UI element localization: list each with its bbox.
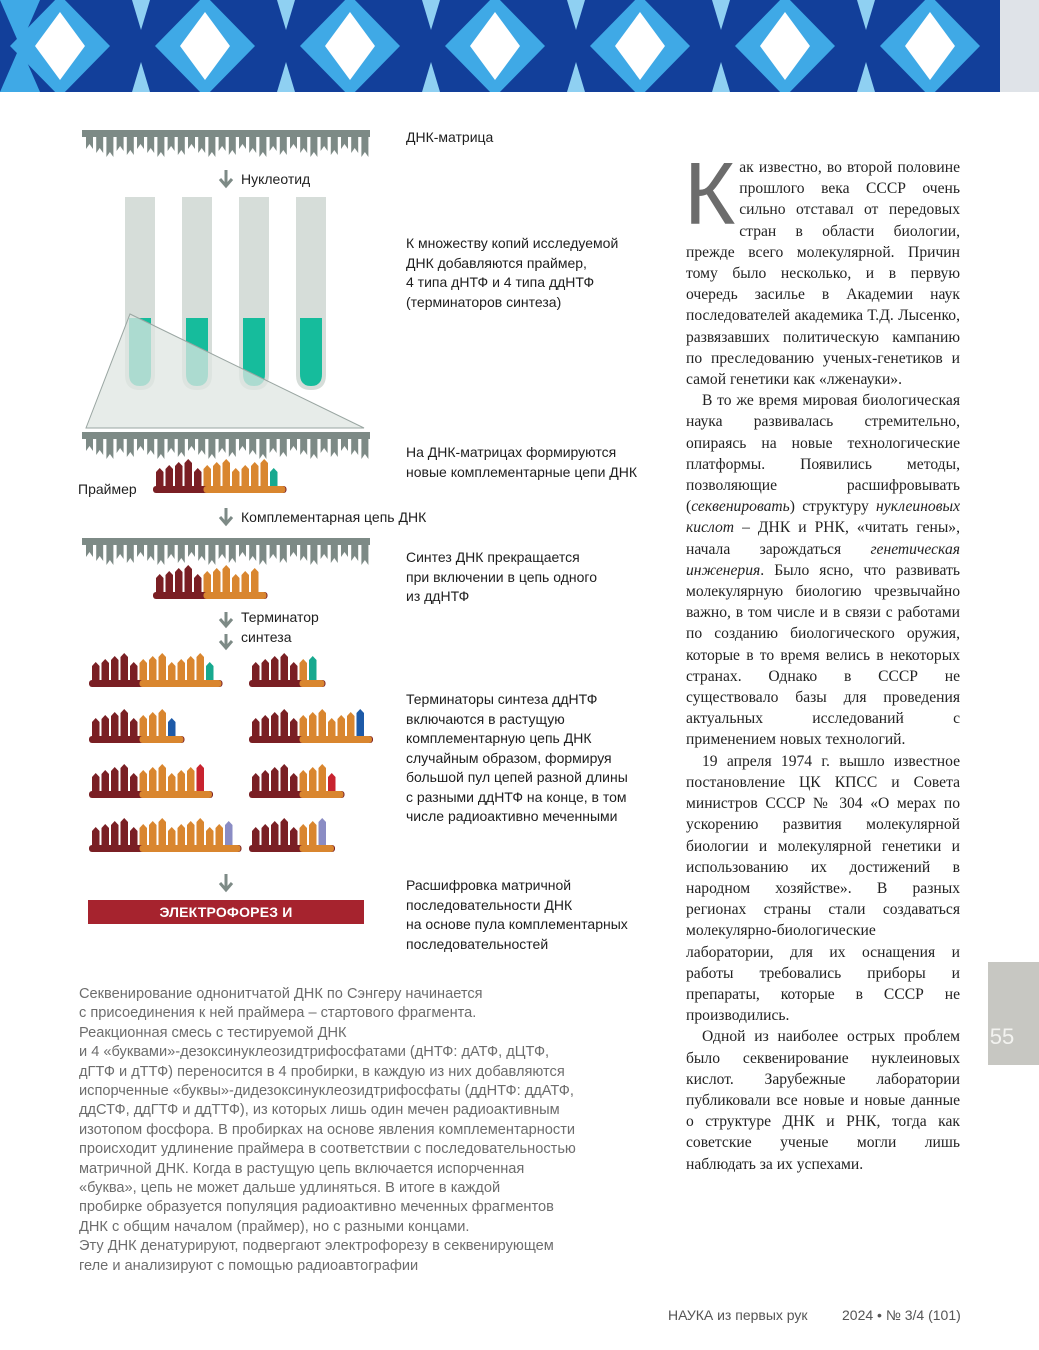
synthesis-stop-description: Синтез ДНК прекращается при включении в цепь одного из ддНТФ: [406, 549, 597, 604]
complementary-chain-label: Комплементарная цепь ДНК: [241, 509, 427, 525]
terminator-label: Терминатор синтеза: [241, 609, 319, 645]
footer-issue: 2024 • № 3/4 (101): [842, 1307, 961, 1323]
arrow-down-icon: [220, 508, 232, 524]
tubes-description: К множеству копий исследуемой ДНК добавляются праймер, 4 типа дНТФ и 4 типа ддНТФ (терминаторов синтеза): [406, 235, 619, 310]
article-paragraph: 19 апреля 1974 г. вышло известное постановление ЦК КПСС и Совета министров СССР № 304 «О мерах по ускорению развития молекулярной биологии и молекулярной генетики и использованию их достижений в народном хозяйстве». В разных регионах страны стали создаваться молекулярно-биологические лаборатории, для их оснащения и работы требовались приборы и препараты, которые в СССР не производились.: [686, 752, 960, 1025]
arrow-down-icon: [220, 170, 232, 186]
dna-template-strand: [82, 538, 370, 565]
page-number-tab: [988, 962, 1039, 1065]
new-chains-description: На ДНК-матрицах формируются новые комплементарные цепи ДНК: [406, 444, 638, 480]
primer-label: Праймер: [78, 481, 137, 497]
electrophoresis-banner: ЭЛЕКТРОФОРЕЗ И РАДИОАВТОГРАФИЯ: [88, 900, 364, 924]
article-text: [684, 144, 960, 1175]
nucleotide-label: Нуклеотид: [241, 171, 311, 187]
decoding-description: Расшифровка матричной последовательности ДНК на основе пула комплементарных последовательностей: [406, 877, 628, 952]
dna-template-strand: [82, 130, 370, 157]
pool-description: Терминаторы синтеза ддНТФ включаются в растущую комплементарную цепь ДНК случайным образом, формируя большой пул цепей разной длины с разными ддНТФ на конце, в том числе радиоактивно меченными: [406, 691, 628, 824]
footer-magazine-name: НАУКА из первых рук: [668, 1307, 808, 1323]
page-number: 55: [989, 1024, 1015, 1049]
article-paragraph: В то же время мировая биологическая наука развивалась стремительно, опираясь на новые технологические платформы. Появились методы, позволяющие расшифровывать (секвенировать) структуру нуклеиновых кислот – ДНК и РНК, «читать гены», начала зарождаться генетическая инженерия. Было ясно, что развивать молекулярную биологию чрезвычайно важно, в том числе и в связи с работами по созданию биологического оружия, которые в то время велись в некоторых странах. Однако в СССР не существовало базы для проведения актуальных исследований с применением новых технологий.: [686, 392, 960, 749]
article-paragraph: Одной из наиболее острых проблем было секвенирование нуклеиновых кислот. Зарубежные лаборатории публиковали все новые и новые данные о структуре ДНК и РНК, тогда как советские ученые могли лишь наблюдать за их успехами.: [686, 1028, 960, 1173]
figure-caption: Секвенирование однонитчатой ДНК по Сэнгеру начинается с присоединения к ней праймера – стартового фрагмента. Реакционная смесь с тестируемой ДНК и 4 «буквами»-дезоксинуклеозидтрифосфатами (дНТФ: дАТФ, дЦТФ, дГТФ и дТТФ) переносится в 4 пробирки, в каждую из них добавляются испорченные «буквы»-дидезоксинуклеозидтрифосфаты (ддНТФ: ддАТФ, ддСТФ, ддГТФ и ддТТФ), из которых лишь один мечен радиоактивным изотопом фосфора. В пробирках на основе явления комплементарности происходит удлинение праймера в соответствии с последовательностью матричной ДНК. Когда в растущую цепь включается испорченная «буква», цепь не может дальше удлиняться. В итоге в каждой пробирке образуется популяция радиоактивно меченных фрагментов ДНК с общим началом (праймер), но с разными концами. Эту ДНК денатурируют, подвергают электрофорезу в секвенирующем геле и анализируют с помощью радиоавтографии: [79, 986, 576, 1274]
dna-template-strand: [82, 432, 370, 459]
article-paragraph: Как известно, во второй половине прошлого века СССР очень сильно отставал от передовых стран в области биологии, прежде всего молекулярной. Причин тому было несколько, и в первую очередь засилье в Академии наук последователей академика Т.Д. Лысенко, развязавших политическую кампанию по преследованию ученых-генетиков и самой генетики как «лженауки».: [684, 144, 960, 389]
template-label: ДНК-матрица: [406, 129, 494, 145]
arrow-down-icon: [220, 874, 232, 890]
drop-cap: К: [684, 144, 736, 243]
arrow-down-icon: [220, 612, 232, 648]
